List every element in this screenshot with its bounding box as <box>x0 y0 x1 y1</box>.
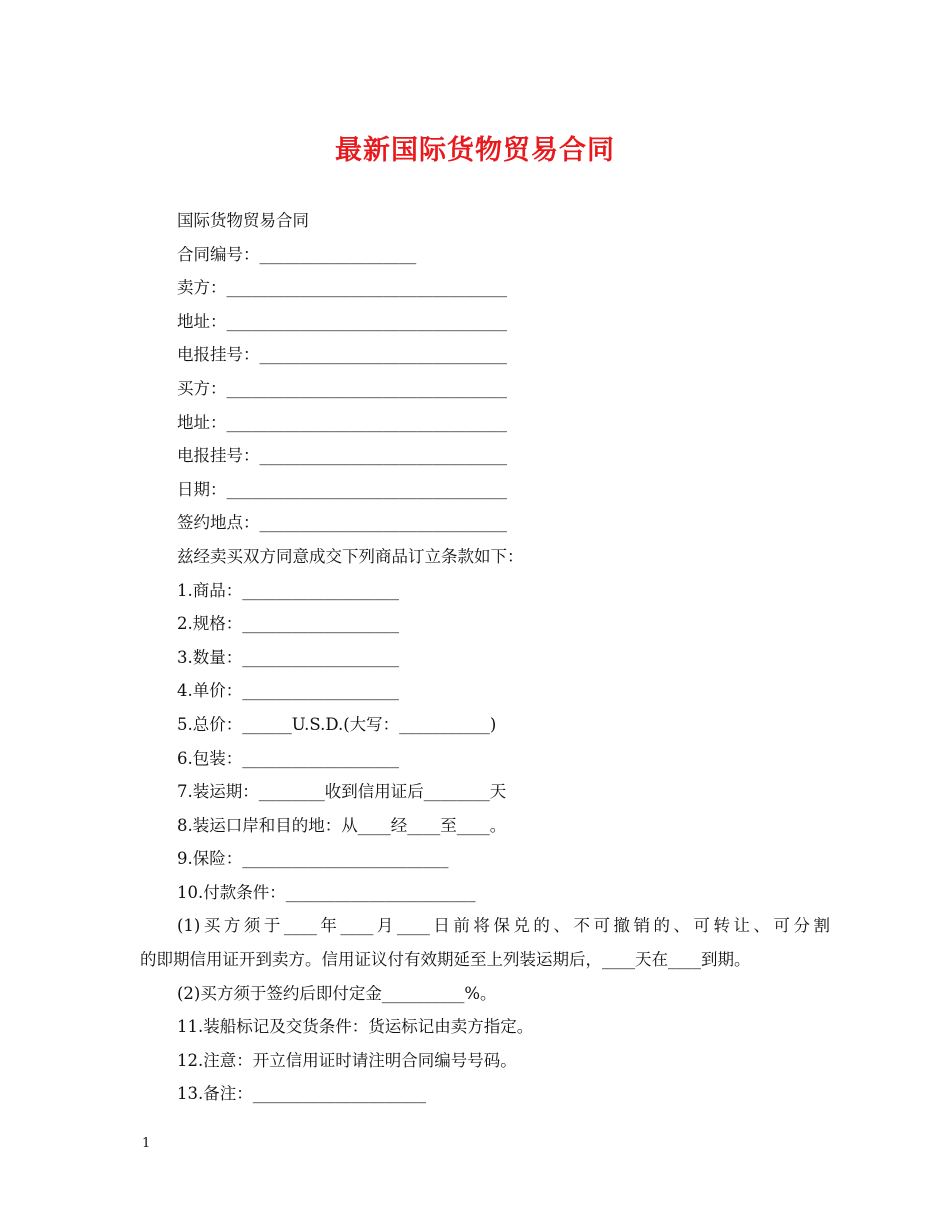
seller-field: 卖方：__________________________________ <box>177 278 507 298</box>
clause-packing: 6.包装：___________________ <box>177 748 399 768</box>
contract-number-field: 合同编号：___________________ <box>177 244 417 264</box>
date-field: 日期：__________________________________ <box>177 479 507 499</box>
clause-notice: 12.注意：开立信用证时请注明合同编号号码。 <box>177 1050 517 1070</box>
clause-marks: 11.装船标记及交货条件：货运标记由卖方指定。 <box>177 1017 534 1037</box>
buyer-field: 买方：__________________________________ <box>177 378 507 398</box>
agreement-intro: 兹经卖买双方同意成交下列商品订立条款如下： <box>177 546 524 566</box>
seller-cable-field: 电报挂号：______________________________ <box>177 345 507 365</box>
clause-commodity: 1.商品：___________________ <box>177 580 399 600</box>
clause-total-price: 5.总价：______U.S.D.(大写：___________) <box>177 714 497 734</box>
clause-unit-price: 4.单价：___________________ <box>177 681 399 701</box>
buyer-address-field: 地址：__________________________________ <box>177 412 507 432</box>
document-body <box>140 204 830 1111</box>
seller-address-field: 地址：__________________________________ <box>177 311 507 331</box>
clause-specification: 2.规格：___________________ <box>177 614 399 634</box>
clause-payment: 10.付款条件：_______________________ <box>177 882 476 902</box>
document-title: 最新国际货物贸易合同 <box>335 135 615 166</box>
contract-heading: 国际货物贸易合同 <box>177 211 309 230</box>
payment-item-1-continued: 的即期信用证开到卖方。信用证议付有效期延至上列装运期后，____天在____到期。 <box>140 950 751 970</box>
payment-item-1: (1)买方须于____年____月____日前将保兑的、不可撤销的、可转让、可分割 <box>177 916 830 936</box>
payment-item-2: (2)买方须于签约后即付定金__________%。 <box>177 983 497 1003</box>
page-number: 1 <box>142 1136 151 1151</box>
signing-place-field: 签约地点：______________________________ <box>177 513 507 533</box>
clause-shipment: 7.装运期：________收到信用证后________天 <box>177 782 507 802</box>
clause-insurance: 9.保险：_________________________ <box>177 849 449 869</box>
clause-ports: 8.装运口岸和目的地：从____经____至____。 <box>177 815 507 835</box>
clause-quantity: 3.数量：___________________ <box>177 647 399 667</box>
buyer-cable-field: 电报挂号：______________________________ <box>177 446 507 466</box>
clause-remarks: 13.备注：_____________________ <box>177 1084 426 1104</box>
